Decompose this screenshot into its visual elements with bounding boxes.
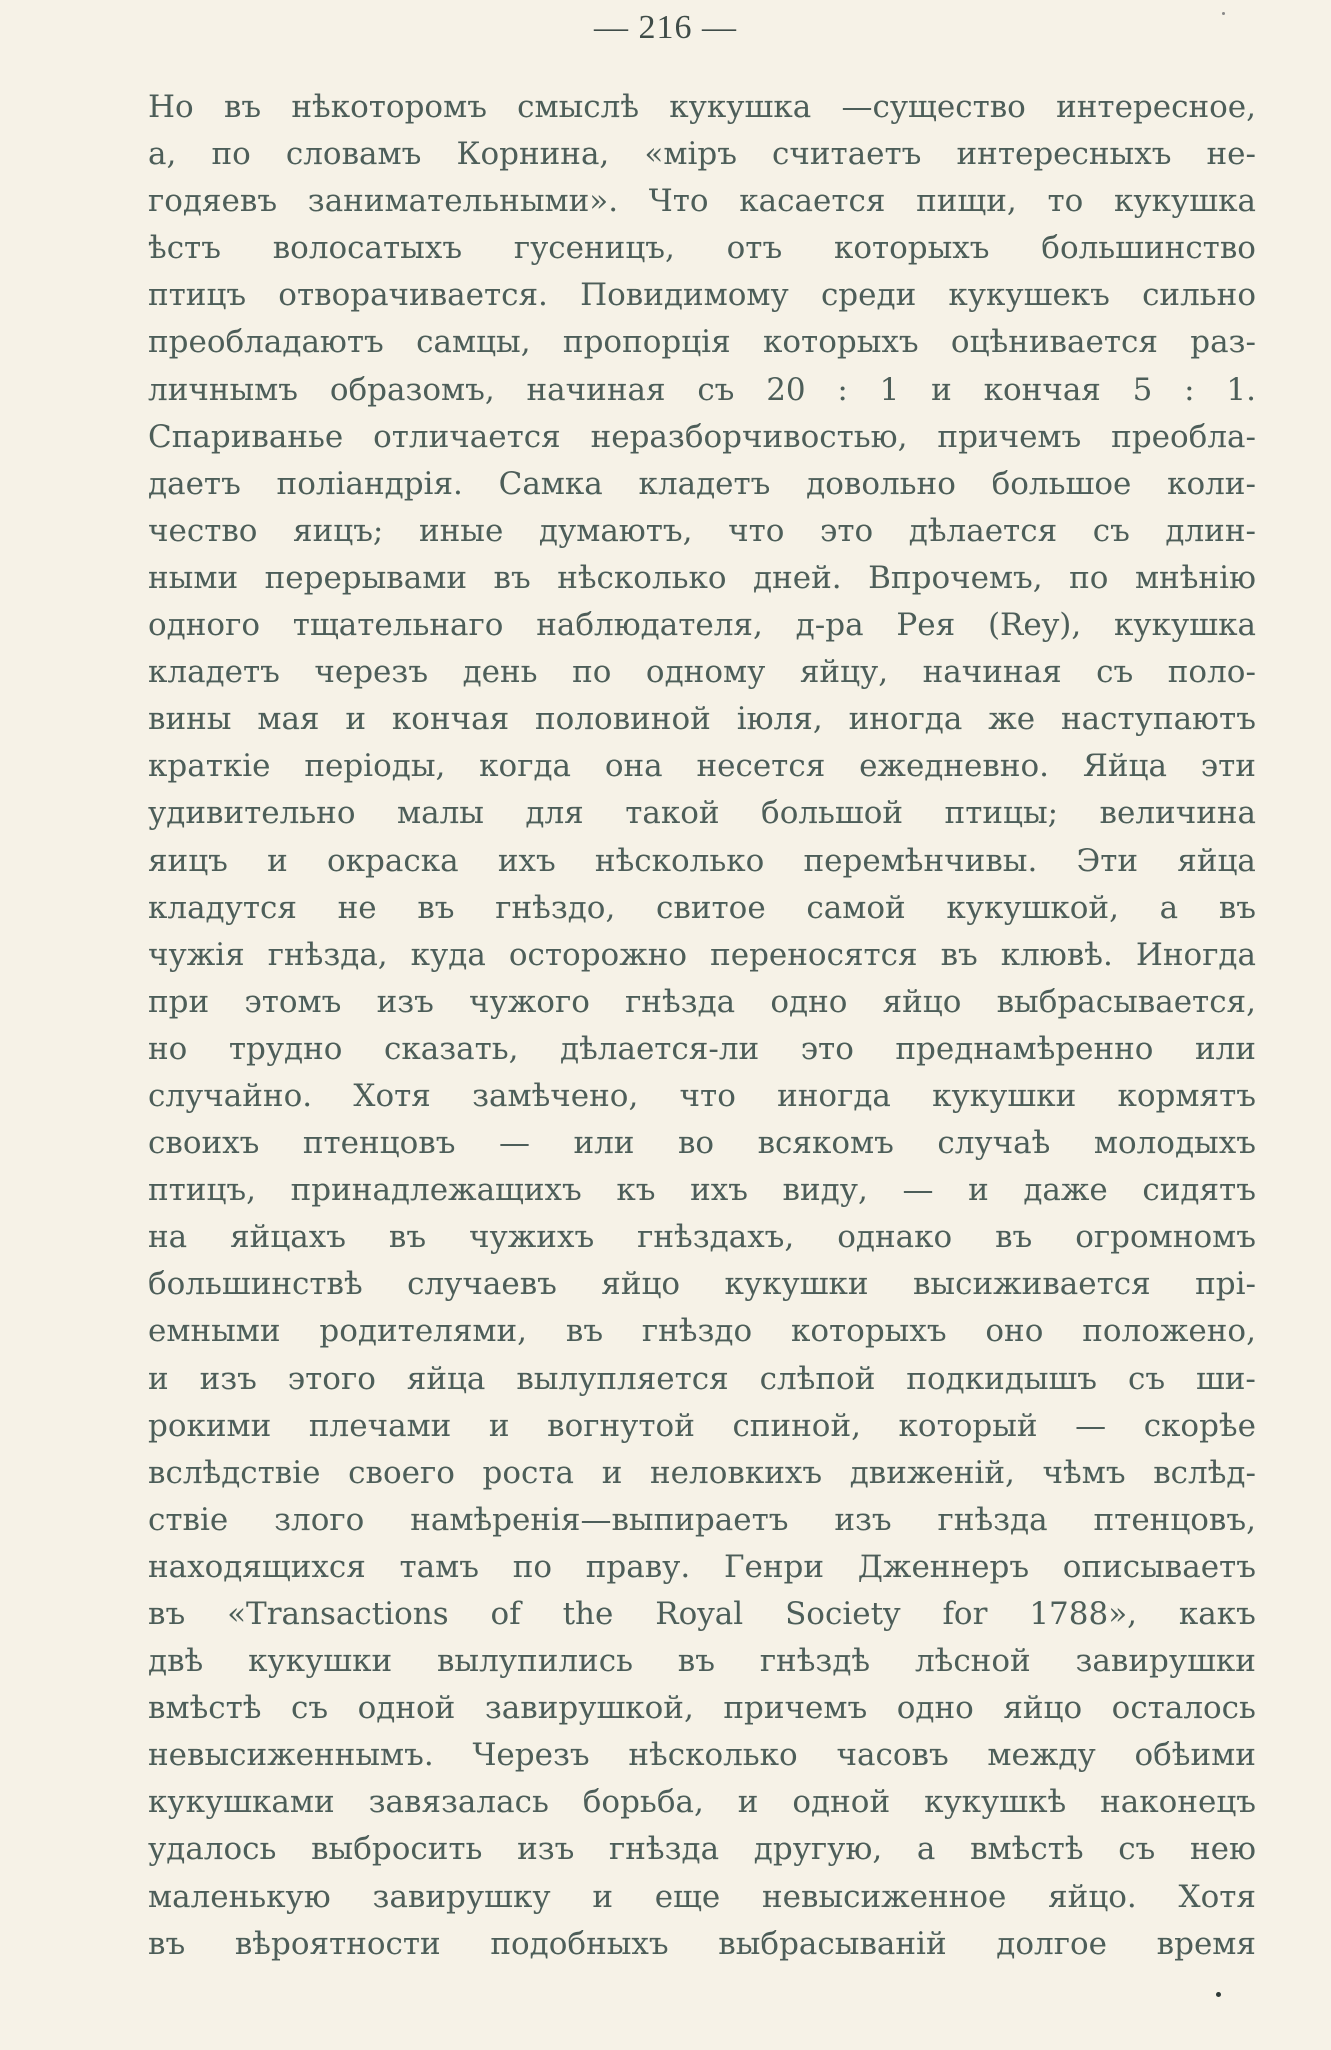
text-line: случайно. Хотя замѣчено, что иногда кукушки кормятъ [148,1077,1256,1114]
text-line: на яйцахъ въ чужихъ гнѣздахъ, однако въ огромномъ [148,1219,1256,1256]
print-speck [1216,1992,1221,1997]
text-line: даетъ поліандрія. Самка кладетъ довольно большое коли- [148,465,1256,502]
text-line: удивительно малы для такой большой птицы; величина [148,795,1256,832]
text-line: чество яицъ; иные думаютъ, что это дѣлается съ длин- [148,512,1256,549]
text-line: при этомъ изъ чужого гнѣзда одно яйцо выбрасывается, [148,983,1256,1020]
text-line: яицъ и окраска ихъ нѣсколько перемѣнчивы. Эти яйца [148,842,1256,879]
text-line: ными перерывами въ нѣсколько дней. Впрочемъ, по мнѣнію [148,559,1256,596]
text-line: преобладаютъ самцы, пропорція которыхъ оцѣнивается раз- [148,324,1256,361]
text-line: въ вѣроятности подобныхъ выбрасываній долгое время [148,1925,1256,1962]
text-line: краткіе періоды, когда она несется ежедневно. Яйца эти [148,748,1256,785]
text-line: вины мая и кончая половиной іюля, иногда же наступаютъ [148,701,1256,738]
text-line: Но въ нѣкоторомъ смыслѣ кукушка —существо интересное, [148,89,1256,125]
text-line: рокими плечами и вогнутой спиной, который — скорѣе [148,1407,1256,1444]
text-line: одного тщательнаго наблюдателя, д-ра Рея (Rey), кукушка [148,607,1256,644]
text-line: личнымъ образомъ, начиная съ 20 : 1 и кончая 5 : 1. [148,371,1256,408]
text-line: а, по словамъ Корнина, «міръ считаетъ интересныхъ не- [148,136,1256,173]
text-line: своихъ птенцовъ — или во всякомъ случаѣ молодыхъ [148,1125,1256,1162]
text-line: кукушками завязалась борьба, и одной кукушкѣ наконецъ [148,1784,1256,1821]
text-line: вмѣстѣ съ одной завирушкой, причемъ одно яйцо осталось [148,1690,1256,1727]
text-line: удалось выбросить изъ гнѣзда другую, а вмѣстѣ съ нею [148,1831,1256,1868]
text-line: годяевъ занимательными». Что касается пищи, то кукушка [148,183,1256,220]
text-line: маленькую завирушку и еще невысиженное яйцо. Хотя [148,1878,1256,1915]
text-line: большинствѣ случаевъ яйцо кукушки высиживается прі- [148,1266,1256,1303]
text-line: вслѣдствіе своего роста и неловкихъ движеній, чѣмъ вслѣд- [148,1454,1256,1491]
text-line: чужія гнѣзда, куда осторожно переносятся въ клювѣ. Иногда [148,936,1256,973]
text-line: находящихся тамъ по праву. Генри Дженнеръ описываетъ [148,1548,1256,1585]
text-line: и изъ этого яйца вылупляется слѣпой подкидышъ съ ши- [148,1360,1256,1397]
text-line: птицъ отворачивается. Повидимому среди кукушекъ сильно [148,277,1256,314]
text-line: емными родителями, въ гнѣздо которыхъ оно положено, [148,1313,1256,1350]
text-line: невысиженнымъ. Черезъ нѣсколько часовъ между обѣими [148,1737,1256,1774]
text-line: ствіе злого намѣренія—выпираетъ изъ гнѣзда птенцовъ, [148,1501,1256,1538]
page-number: — 216 — [594,9,737,46]
body-text [148,84,1256,1968]
text-line: кладутся не въ гнѣздо, свитое самой кукушкой, а въ [148,889,1256,926]
text-line: Спариванье отличается неразборчивостью, причемъ преобла- [148,418,1256,455]
text-line: кладетъ черезъ день по одному яйцу, начиная съ поло- [148,654,1256,691]
text-line: въ «Transactions of the Royal Society for 1788», какъ [148,1596,1256,1632]
text-line: но трудно сказать, дѣлается-ли это преднамѣренно или [148,1030,1256,1067]
text-line: птицъ, принадлежащихъ къ ихъ виду, — и даже сидятъ [148,1172,1256,1209]
text-line: двѣ кукушки вылупились въ гнѣздѣ лѣсной завирушки [148,1643,1256,1680]
text-line: ѣстъ волосатыхъ гусеницъ, отъ которыхъ большинство [148,230,1256,267]
